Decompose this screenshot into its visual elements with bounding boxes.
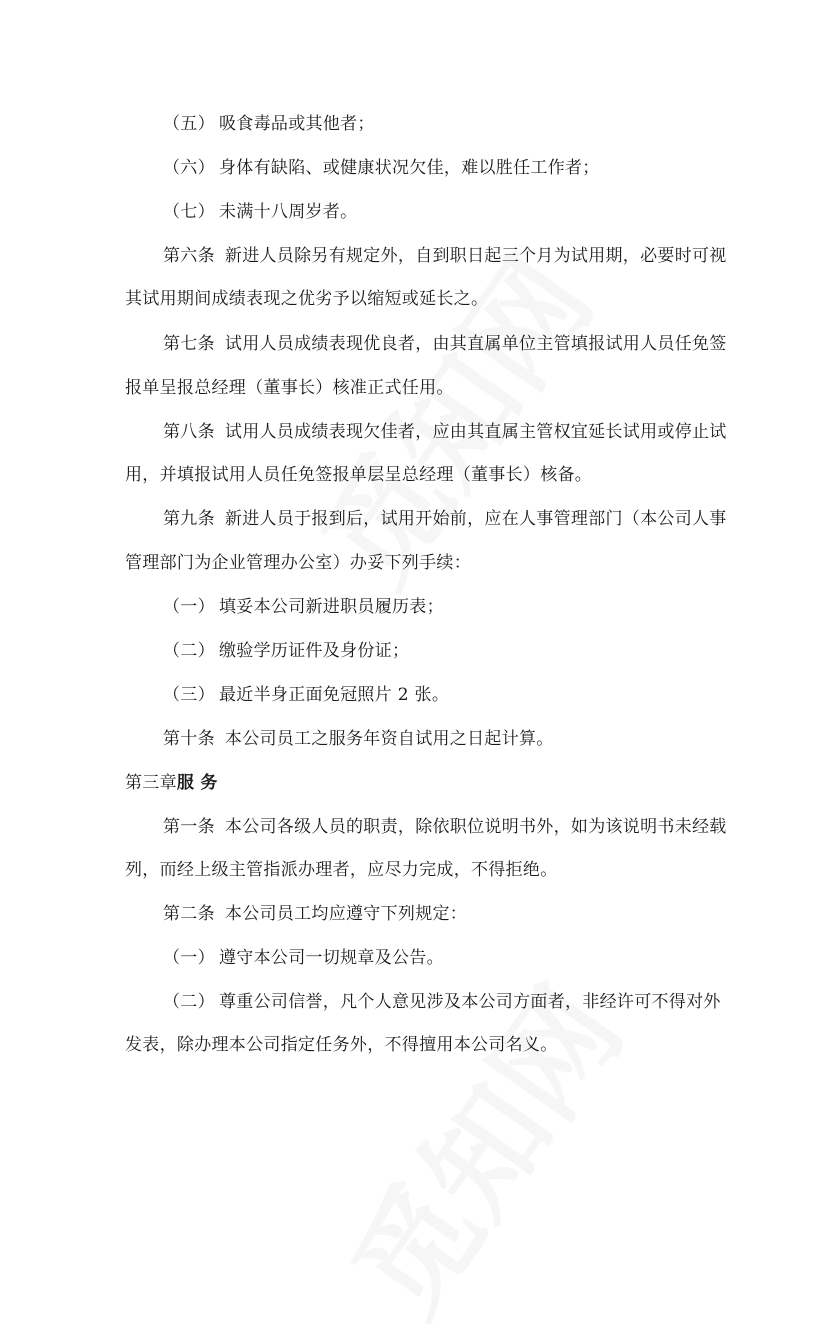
chapter-3-article-1-line-1	[163, 815, 727, 839]
article-10	[163, 727, 554, 751]
article-label: 第一条	[163, 817, 215, 837]
article-7-line-1	[163, 332, 727, 356]
article-6-line-2: 其试用期间成绩表现之优劣予以缩短或延长之。	[125, 289, 489, 309]
list-item-number: （六）	[163, 158, 215, 178]
list-item-number: （三）	[163, 685, 215, 705]
article-label: 第二条	[163, 904, 215, 924]
article-label: 第九条	[163, 509, 215, 529]
list-item-number: （二）	[163, 992, 215, 1012]
list-item-text: 身体有缺陷、或健康状况欠佳，难以胜任工作者；	[219, 158, 600, 178]
article-text: 本公司各级人员的职责，除依职位说明书外，如为该说明书未经载	[224, 817, 727, 837]
article-label: 第十条	[163, 729, 215, 749]
article-label: 第八条	[163, 422, 215, 442]
list-item-number: （一）	[163, 597, 215, 617]
list-item-number: （二）	[163, 641, 215, 661]
article-text: 试用人员成绩表现欠佳者，应由其直属主管权宜延长试用或停止试	[224, 422, 727, 442]
article-label: 第七条	[163, 334, 215, 354]
chapter-3-article-1-line-2: 列，而经上级主管指派办理者，应尽力完成，不得拒绝。	[125, 860, 558, 880]
list-item-7	[163, 200, 357, 224]
list-item-text: 缴验学历证件及身份证；	[219, 641, 410, 661]
list-item-text: 尊重公司信誉，凡个人意见涉及本公司方面者，非经许可不得对外	[219, 992, 721, 1012]
list-item-number: （五）	[163, 114, 215, 134]
list-item-text: 吸食毒品或其他者；	[219, 114, 375, 134]
rule-item-2-line-2: 发表，除办理本公司指定任务外，不得擅用本公司名义。	[125, 1035, 558, 1055]
list-item-text: 遵守本公司一切规章及公告。	[219, 948, 444, 968]
article-9-line-1	[163, 507, 727, 531]
article-8-line-1	[163, 420, 727, 444]
list-item-2	[163, 639, 409, 663]
article-6-line-1	[163, 244, 727, 268]
chapter-prefix: 第三章	[125, 773, 177, 793]
list-item-text: 填妥本公司新进职员履历表；	[219, 597, 444, 617]
chapter-3-article-2	[163, 902, 467, 926]
list-item-text: 未满十八周岁者。	[219, 202, 358, 222]
chapter-heading	[125, 771, 218, 795]
list-item-text: 最近半身正面免冠照片 2 张。	[219, 685, 450, 705]
article-text: 新进人员于报到后，试用开始前，应在人事管理部门（本公司人事	[224, 509, 727, 529]
list-item-6	[163, 156, 600, 180]
article-9-line-2: 管理部门为企业管理办公室）办妥下列手续：	[125, 553, 471, 573]
article-text: 试用人员成绩表现优良者，由其直属单位主管填报试用人员任免签	[224, 334, 727, 354]
article-text: 本公司员工均应遵守下列规定：	[224, 904, 468, 924]
rule-item-1	[163, 946, 444, 970]
article-8-line-2: 用，并填报试用人员任免签报单层呈总经理（董事长）核备。	[125, 465, 593, 485]
article-label: 第六条	[163, 246, 215, 266]
article-text: 新进人员除另有规定外，自到职日起三个月为试用期，必要时可视	[224, 246, 727, 266]
chapter-title: 服 务	[176, 773, 218, 793]
list-item-1	[163, 595, 444, 619]
article-7-line-2: 报单呈报总经理（董事长）核准正式任用。	[125, 378, 454, 398]
list-item-5	[163, 112, 375, 136]
rule-item-2-line-1	[163, 990, 721, 1014]
article-text: 本公司员工之服务年资自试用之日起计算。	[224, 729, 554, 749]
list-item-number: （七）	[163, 202, 215, 222]
list-item-number: （一）	[163, 948, 215, 968]
list-item-3	[163, 683, 449, 707]
